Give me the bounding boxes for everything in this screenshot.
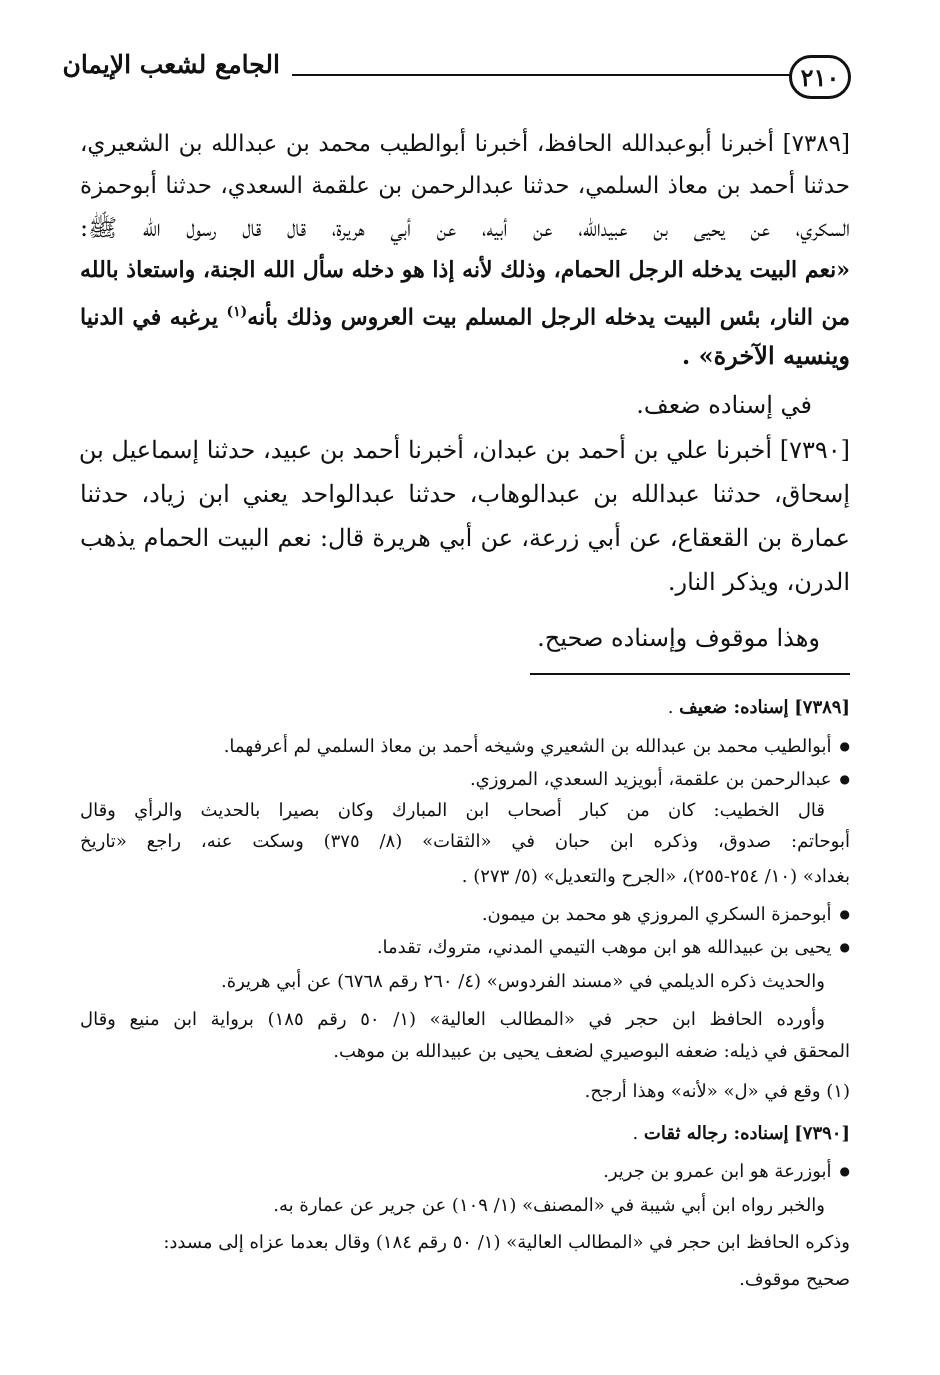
footnote-number: [٧٣٨٩] [794,697,850,718]
footnote-line: وذكره الحافظ ابن حجر في «المطالب العالية» (١/ ٥٠ رقم ١٨٤) وقال بعدما عزاه إلى مسدد: [163,1232,850,1253]
footnote-line: المحقق في ذيله: ضعفه البوصيري لضعف يحيى بن عبيدالله بن موهب. [333,1041,850,1062]
hadith-7389-grade: في إسناده ضعف. [636,391,812,419]
footnote-note-1: (١) وقع في «ل» «لأنه» وهذا أرجح. [584,1081,850,1102]
footnote-line: وأورده الحافظ ابن حجر في «المطالب العالية» (١/ ٥٠ رقم ١٨٥) برواية ابن منيع وقال [80,1009,825,1030]
hadith-7390-line: إسحاق، حدثنا عبدالله بن عبدالوهاب، حدثنا عبدالواحد يعني ابن زياد، حدثنا [80,480,850,508]
footnote-7389-heading [80,692,850,723]
hadith-7390-line: عمارة بن القعقاع، عن أبي زرعة، عن أبي هريرة قال: نعم البيت الحمام يذهب [80,524,850,552]
hadith-7390-line: الدرن، ويذكر النار. [667,568,850,596]
footnote-grade-end: . [667,697,680,718]
hadith-7389-line: السكري، عن يحيى بن عبيدالله، عن أبيه، عن أبي هريرة، قال قال رسول الله ﷺ: [80,214,850,242]
hadith-7389-line: حدثنا أحمد بن معاذ السلمي، حدثنا عبدالرحمن بن علقمة السعدي، حدثنا أبوحمزة [80,173,850,199]
page-header [0,0,940,110]
footnote-line: قال الخطيب: كان من كبار أصحاب ابن المبارك وكان بصيرا بالحديث والرأي وقال [80,800,825,821]
hadith-7389-matn-line: وينسيه الآخرة» . [681,341,850,370]
footnote-number: [٧٣٩٠] [794,1123,850,1144]
footnote-marker: (١) [226,304,248,320]
footnote-line: بغداد» (١٠/ ٢٥٤-٢٥٥)، «الجرح والتعديل» (٥/ ٢٧٣) . [461,866,850,887]
book-title: الجامع لشعب الإيمان [62,50,280,79]
footnote-line: والخبر رواه ابن أبي شيبة في «المصنف» (١/ ١٠٩) عن جرير عن عمارة به. [273,1195,825,1216]
footnote-bullet: ● أبوحمزة السكري المروزي هو محمد بن ميمون. [80,899,850,930]
footnote-line: أبوحاتم: صدوق، وذكره ابن حبان في «الثقات» (٨/ ٣٧٥) وسكت عنه، راجع «تاريخ [80,831,850,852]
footnote-bullet: ● أبوالطيب محمد بن عبدالله بن الشعيري وشيخه أحمد بن معاذ السلمي لم أعرفهما. [80,731,850,762]
hadith-7389-line: [٧٣٨٩] أخبرنا أبوعبدالله الحافظ، أخبرنا أبوالطيب محمد بن عبدالله بن الشعيري، [80,131,850,157]
matn-text: يرغبه في الدنيا [80,304,218,331]
hadith-7389-matn-line [80,292,850,332]
page-number: ٢١٠ [789,55,851,99]
footnote-7390-heading [80,1118,850,1149]
footnote-grade-end: . [632,1123,644,1144]
footnote-line: والحديث ذكره الديلمي في «مسند الفردوس» (٤/ ٢٦٠ رقم ٦٧٦٨) عن أبي هريرة. [220,971,825,992]
footnote-separator [530,673,850,675]
hadith-7390-grade: وهذا موقوف وإسناده صحيح. [537,624,820,652]
hadith-7390-line: [٧٣٩٠] أخبرنا علي بن أحمد بن عبدان، أخبرنا أحمد بن عبيد، حدثنا إسماعيل بن [78,436,850,464]
footnote-grade: إسناده: رجاله ثقات [643,1123,789,1144]
footnote-line: صحيح موقوف. [739,1269,850,1290]
footnote-grade: إسناده: ضعيف [679,697,789,718]
hadith-7389-matn-line: «نعم البيت يدخله الرجل الحمام، وذلك لأنه إذا هو دخله سأل الله الجنة، واستعاذ بالله [80,257,850,283]
footnote-bullet: ● عبدالرحمن بن علقمة، أبويزيد السعدي، المروزي. [80,764,850,795]
footnote-bullet: ● يحيى بن عبيدالله هو ابن موهب التيمي المدني، متروك، تقدما. [80,932,850,963]
footnote-bullet: ● أبوزرعة هو ابن عمرو بن جرير. [80,1156,850,1187]
header-rule [292,74,790,76]
matn-text: من النار، بئس البيت يدخله الرجل المسلم بيت العروس وذلك بأنه [247,304,850,331]
